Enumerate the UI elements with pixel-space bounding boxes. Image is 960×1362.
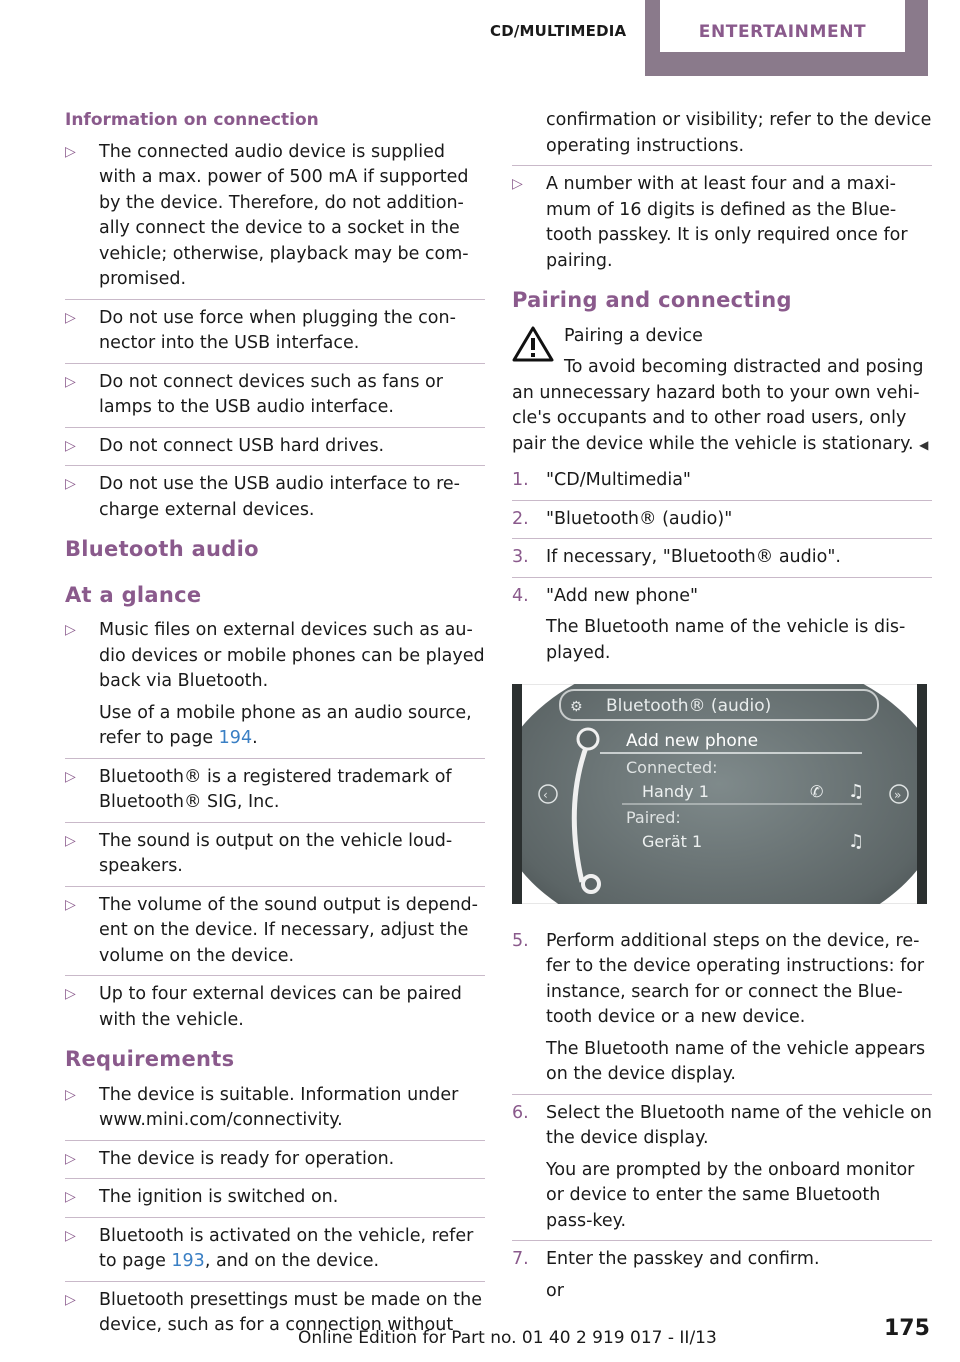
screen-phone-icon: ✆: [810, 782, 824, 801]
bullet-triangle-icon: ▷: [65, 1086, 76, 1103]
divider: [65, 886, 485, 887]
divider: [512, 1240, 932, 1241]
bullet-triangle-icon: ▷: [65, 986, 76, 1002]
divider: [65, 1281, 485, 1282]
screen-connected-label: Connected:: [626, 758, 718, 777]
step-item: 1. "CD/Multimedia": [512, 470, 691, 490]
list-item: ▷ Music files on external devices such as au‐dio devices or mobile phones can be played back via Bluetooth. Use of a mobile phone as an audio source, refer to page 194.: [65, 618, 485, 752]
continued-text: confirmation or visibility; refer to the device operating instructions.: [546, 110, 932, 156]
warning-triangle-icon: [512, 326, 554, 362]
screen-device-geraet[interactable]: Gerät 1: [642, 832, 703, 851]
end-mark-icon: ◀: [919, 437, 929, 452]
divider: [65, 1217, 485, 1218]
step-item: 3. If necessary, "Bluetooth® audio".: [512, 547, 841, 567]
warning-block: [512, 324, 932, 381]
bullet-triangle-icon: ▷: [512, 176, 523, 192]
list-item: ▷ Up to four external devices can be paired with the vehicle.: [65, 984, 462, 1030]
screen-paired-label: Paired:: [626, 808, 681, 827]
bullet-triangle-icon: ▷: [65, 1291, 76, 1308]
warning-title: Pairing a device: [564, 325, 703, 346]
screen-title: Bluetooth® (audio): [606, 696, 772, 716]
list-item: ▷ The device is ready for operation.: [65, 1147, 485, 1173]
bullet-triangle-icon: ▷: [65, 768, 76, 785]
list-item: ▷ Do not use force when plugging the con‐nector into the USB interface.: [65, 307, 456, 353]
screen-music-icon: ♫: [848, 781, 865, 802]
divider: [512, 577, 932, 578]
page-link[interactable]: 193: [171, 1251, 205, 1271]
divider: [65, 363, 485, 364]
bullet-triangle-icon: ▷: [65, 437, 76, 454]
step-note: You are prompted by the onboard monitor or device to enter the same Bluetooth pass‐key.: [546, 1159, 915, 1231]
divider: [65, 1140, 485, 1141]
list-item: ▷ The ignition is switched on.: [65, 1185, 485, 1211]
subsection-heading-at-a-glance: At a glance: [65, 582, 202, 607]
right-column: [512, 108, 932, 1304]
screen-bt-icon: ⚙: [570, 699, 583, 715]
divider: [65, 1178, 485, 1179]
chapter-tab-label[interactable]: ENTERTAINMENT: [698, 22, 867, 42]
bullet-triangle-icon: ▷: [65, 1189, 76, 1205]
left-column: [65, 108, 485, 1339]
list-item: ▷ Do not connect devices such as fans or lamps to the USB audio interface.: [65, 371, 443, 417]
divider: [65, 299, 485, 300]
divider: [65, 975, 485, 976]
list-item: ▷ Bluetooth presettings must be made on the device, such as for a connection without: [65, 1289, 482, 1335]
list-item-note: Use of a mobile phone as an audio source, refer to page 194.: [99, 702, 472, 748]
step-item: 6. Select the Bluetooth name of the vehicle on the device display. You are prompted by the onboard monitor or device to enter the same Bluetooth pass‐key.: [512, 1101, 932, 1235]
svg-text:»: »: [894, 788, 902, 802]
subsection-heading-pairing: Pairing and connecting: [512, 288, 792, 312]
divider: [65, 427, 485, 428]
edition-text: Online Edition for Part no. 01 40 2 919 017 - II/13: [298, 1328, 717, 1348]
info-heading: Information on connection: [65, 110, 319, 130]
step-item: 5. Perform additional steps on the device, re‐fer to the device operating instructions: for instance, search for or connect the Blue‐tooth device or a new device. The Bluetooth name of the vehicle appears on the device display.: [512, 929, 932, 1088]
subsection-heading-requirements: Requirements: [65, 1047, 235, 1071]
list-item: ▷ Do not connect USB hard drives.: [65, 434, 485, 460]
list-item: ▷ Bluetooth is activated on the vehicle, refer to page 193, and on the device.: [65, 1225, 474, 1271]
bullet-triangle-icon: ▷: [65, 1150, 76, 1167]
screen-music-icon: ♫: [848, 831, 865, 852]
screen-device-handy[interactable]: Handy 1: [642, 782, 709, 801]
bullet-triangle-icon: ▷: [65, 622, 76, 638]
divider: [65, 465, 485, 466]
step-note: or: [546, 1280, 564, 1301]
page-number: 175: [884, 1316, 930, 1341]
list-item: ▷ The device is suitable. Information under www.mini.com/connectivity.: [65, 1084, 459, 1130]
bullet-triangle-icon: ▷: [65, 896, 76, 913]
list-item: ▷ Bluetooth® is a registered trademark of Bluetooth® SIG, Inc.: [65, 766, 452, 812]
bullet-triangle-icon: ▷: [65, 373, 76, 390]
step-note: The Bluetooth name of the vehicle is dis‐played.: [546, 617, 906, 663]
list-item: ▷ The sound is output on the vehicle loud‐speakers.: [65, 830, 453, 876]
bullet-triangle-icon: ▷: [65, 1227, 76, 1244]
list-item: ▷ A number with at least four and a maxi‐mum of 16 digits is defined as the Blue‐tooth passkey. It is only required once for pairing.: [512, 174, 908, 271]
page-link[interactable]: 194: [218, 728, 253, 748]
bullet-triangle-icon: ▷: [65, 309, 76, 326]
step-note: The Bluetooth name of the vehicle appears on the device display.: [546, 1038, 926, 1084]
bullet-triangle-icon: ▷: [65, 143, 76, 160]
screen-illustration: [512, 684, 927, 904]
warning-body: an unnecessary hazard both to your own vehi‐cle's occupants and to other road users, only pair the device while the vehicle is stationary. ◀: [512, 382, 929, 454]
bullet-triangle-icon: ▷: [65, 476, 76, 492]
section-label: CD/MULTIMEDIA: [490, 22, 627, 40]
divider: [512, 500, 932, 501]
step-item: 2. "Bluetooth® (audio)": [512, 508, 733, 529]
screen-add-new-phone[interactable]: Add new phone: [626, 731, 759, 751]
warning-line: To avoid becoming distracted and posing: [564, 357, 924, 377]
svg-text:‹: ‹: [543, 788, 548, 802]
screen-scroll-top-knob: [578, 729, 598, 749]
divider: [65, 822, 485, 823]
list-item: ▷ The volume of the sound output is depend‐ent on the device. If necessary, adjust the volume on the device.: [65, 894, 478, 966]
bullet-triangle-icon: ▷: [65, 832, 76, 849]
section-heading-bluetooth-audio: Bluetooth audio: [65, 537, 259, 561]
divider: [65, 758, 485, 759]
step-item: 7. Enter the passkey and confirm. or: [512, 1247, 932, 1304]
divider: [512, 1094, 932, 1095]
list-item: ▷ The connected audio device is supplied with a max. power of 500 mA if supported by the device. Therefore, do not addition‐ally connect the device to a socket in the vehicle; otherwise, playback may be com‐promised.: [65, 141, 469, 289]
screen-scroll-bottom-knob: [583, 876, 599, 892]
divider: [512, 538, 932, 539]
step-item: 4. "Add new phone" The Bluetooth name of the vehicle is dis‐played.: [512, 584, 932, 667]
divider: [512, 165, 932, 166]
list-item: ▷ Do not use the USB audio interface to re‐charge external devices.: [65, 474, 460, 520]
